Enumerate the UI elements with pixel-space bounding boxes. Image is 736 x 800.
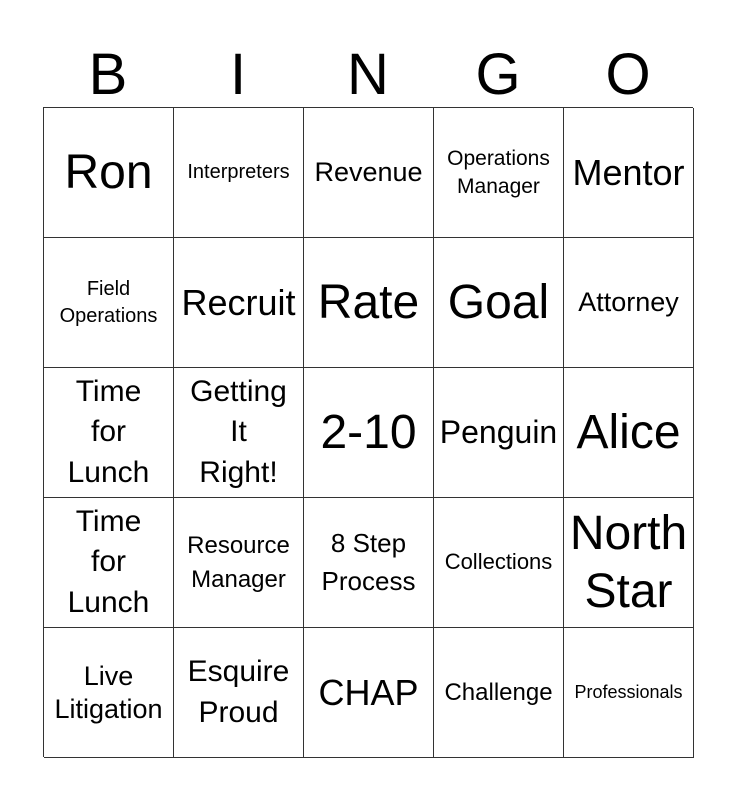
bingo-cell[interactable]: Live Litigation — [44, 628, 174, 758]
bingo-cell[interactable]: Resource Manager — [174, 498, 304, 628]
bingo-header — [43, 40, 693, 108]
bingo-cell[interactable]: Attorney — [564, 238, 694, 368]
bingo-cell[interactable]: Challenge — [434, 628, 564, 758]
bingo-cell[interactable]: Mentor — [564, 108, 694, 238]
bingo-cell[interactable]: Rate — [304, 238, 434, 368]
bingo-cell[interactable]: Getting It Right! — [174, 368, 304, 498]
bingo-cell[interactable]: Penguin — [434, 368, 564, 498]
bingo-cell[interactable]: Revenue — [304, 108, 434, 238]
header-letter-i: I — [229, 42, 247, 107]
bingo-cell[interactable]: Recruit — [174, 238, 304, 368]
header-letter-o: O — [605, 42, 651, 107]
header-letter-g: G — [475, 42, 521, 107]
bingo-cell[interactable]: Operations Manager — [434, 108, 564, 238]
bingo-board — [43, 107, 693, 757]
bingo-cell[interactable]: Interpreters — [174, 108, 304, 238]
bingo-cell[interactable]: Professionals — [564, 628, 694, 758]
bingo-cell[interactable]: North Star — [564, 498, 694, 628]
bingo-cell[interactable]: Ron — [44, 108, 174, 238]
bingo-cell[interactable]: Field Operations — [44, 238, 174, 368]
bingo-cell[interactable]: 8 Step Process — [304, 498, 434, 628]
bingo-cell[interactable]: 2-10 — [304, 368, 434, 498]
bingo-cell[interactable]: Esquire Proud — [174, 628, 304, 758]
bingo-cell[interactable]: Time for Lunch — [44, 368, 174, 498]
bingo-cell[interactable]: Goal — [434, 238, 564, 368]
bingo-cell[interactable]: Time for Lunch — [44, 498, 174, 628]
bingo-cell[interactable]: CHAP — [304, 628, 434, 758]
header-letter-b: B — [88, 42, 128, 107]
bingo-cell[interactable]: Alice — [564, 368, 694, 498]
header-letter-n: N — [347, 42, 389, 107]
bingo-cell[interactable]: Collections — [434, 498, 564, 628]
